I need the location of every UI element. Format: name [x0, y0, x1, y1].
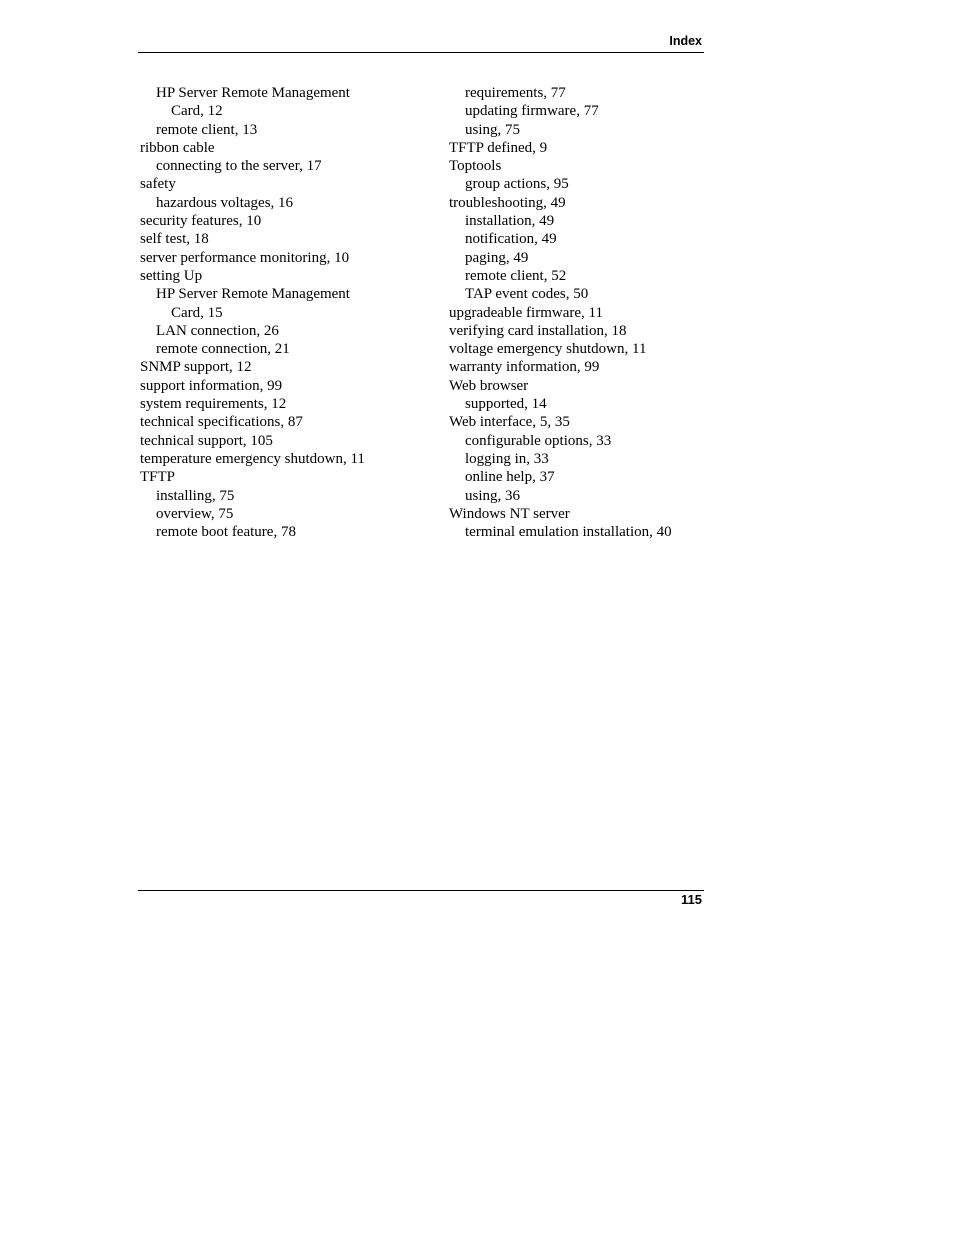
index-column-right — [449, 84, 749, 541]
index-entry: upgradeable firmware, 11 — [449, 304, 603, 321]
running-header-title: Index — [669, 34, 702, 48]
index-entry: setting Up — [140, 267, 203, 284]
index-subentry: notification, 49 — [465, 231, 557, 248]
index-subentry: remote client, 52 — [465, 267, 567, 284]
index-subentry: hazardous voltages, 16 — [156, 194, 294, 211]
index-entry: verifying card installation, 18 — [449, 322, 627, 339]
index-entry: temperature emergency shutdown, 11 — [140, 450, 365, 467]
page-number: 115 — [681, 892, 702, 907]
index-subentry: logging in, 33 — [465, 450, 549, 467]
index-entry: security features, 10 — [140, 213, 262, 230]
index-subentry: terminal emulation installation, 40 — [465, 524, 672, 541]
index-entry: Windows NT server — [449, 505, 570, 522]
index-entry: server performance monitoring, 10 — [140, 249, 350, 266]
index-subentry: TAP event codes, 50 — [465, 286, 589, 303]
index-entry: technical support, 105 — [140, 432, 273, 449]
index-entry: support information, 99 — [140, 377, 283, 394]
index-subentry: Card, 15 — [171, 304, 223, 321]
index-subentry: HP Server Remote Management — [156, 286, 350, 303]
index-subentry: using, 36 — [465, 487, 521, 504]
index-subentry: Card, 12 — [171, 103, 223, 120]
index-entry: ribbon cable — [140, 139, 215, 156]
index-entry: troubleshooting, 49 — [449, 194, 566, 211]
index-entry: Toptools — [449, 158, 502, 175]
index-subentry: remote connection, 21 — [156, 341, 290, 358]
index-subentry: online help, 37 — [465, 469, 555, 486]
index-entry: voltage emergency shutdown, 11 — [449, 341, 647, 358]
index-entry: system requirements, 12 — [140, 396, 287, 413]
index-subentry: HP Server Remote Management — [156, 85, 350, 101]
index-entry: TFTP — [140, 469, 176, 486]
index-subentry: installation, 49 — [465, 213, 555, 230]
index-entry: self test, 18 — [140, 231, 209, 248]
index-entry: technical specifications, 87 — [140, 414, 303, 431]
index-subentry: LAN connection, 26 — [156, 322, 279, 339]
index-subentry: remote boot feature, 78 — [156, 524, 296, 541]
index-entry: Web browser — [449, 377, 529, 394]
footer-rule — [138, 890, 704, 891]
header-rule — [138, 52, 704, 53]
index-subentry: configurable options, 33 — [465, 432, 612, 449]
index-subentry: connecting to the server, 17 — [156, 158, 322, 175]
index-subentry: installing, 75 — [156, 487, 235, 504]
index-column-left — [140, 84, 440, 541]
index-entry: safety — [140, 176, 176, 193]
index-subentry: supported, 14 — [465, 396, 547, 413]
index-subentry: overview, 75 — [156, 505, 234, 522]
index-entry: warranty information, 99 — [449, 359, 600, 376]
index-entry: Web interface, 5, 35 — [449, 414, 570, 431]
index-entry: SNMP support, 12 — [140, 359, 252, 376]
index-subentry: using, 75 — [465, 121, 521, 138]
index-subentry: requirements, 77 — [465, 85, 566, 101]
index-subentry: remote client, 13 — [156, 121, 258, 138]
index-subentry: updating firmware, 77 — [465, 103, 599, 120]
index-entry: TFTP defined, 9 — [449, 139, 548, 156]
index-subentry: group actions, 95 — [465, 176, 569, 193]
index-subentry: paging, 49 — [465, 249, 529, 266]
